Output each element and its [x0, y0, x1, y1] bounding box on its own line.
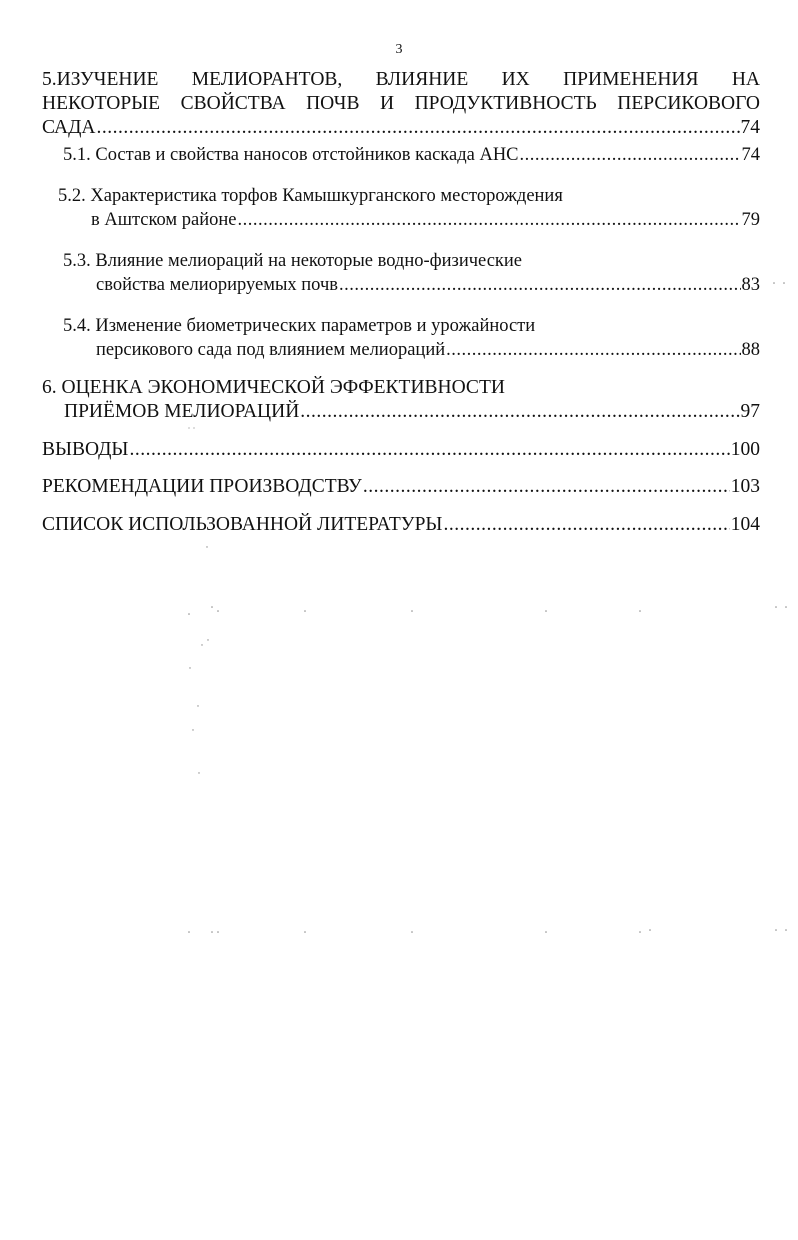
dot-leader [300, 400, 739, 424]
toc-entry-title-line-1: 5.4. Изменение биометрических параметров и урожайности [63, 316, 536, 336]
toc-entry-title: РЕКОМЕНДАЦИИ ПРОИЗВОДСТВУ [42, 476, 362, 497]
toc-page-number: 74 [741, 145, 760, 165]
toc-entry-title: СПИСОК ИСПОЛЬЗОВАННОЙ ЛИТЕРАТУРЫ [42, 514, 443, 535]
toc-entry-title: ВЫВОДЫ [42, 439, 129, 460]
dot-leader [520, 143, 741, 167]
page-number: 3 [395, 42, 403, 57]
toc-entry-title-line-2: ПРИЁМОВ МЕЛИОРАЦИЙ [64, 401, 300, 422]
toc-page-number: 83 [741, 275, 760, 295]
toc-entry-chapter-6[interactable] [42, 376, 760, 424]
toc-entry-title: 5.1. Состав и свойства наносов отстойников каскада АНС [63, 145, 519, 165]
toc-entry-title-line-1: 5.2. Характеристика торфов Камышкурганского месторождения [58, 186, 563, 206]
dot-leader [339, 273, 741, 297]
dot-leader [363, 475, 730, 499]
toc-entry-references[interactable] [42, 513, 760, 537]
dot-leader [129, 438, 729, 462]
toc-entry-title-line-2: НЕКОТОРЫЕ СВОЙСТВА ПОЧВ И ПРОДУКТИВНОСТЬ ПЕРСИКОВОГО [42, 93, 760, 114]
toc-entry-title-line-2: в Аштском районе [91, 210, 237, 230]
dot-leader [443, 513, 729, 537]
toc-page-number: 100 [730, 439, 760, 460]
dot-leader [97, 116, 740, 140]
toc-entry-section-5-2[interactable] [42, 184, 760, 232]
toc-entry-section-5-1[interactable] [42, 143, 760, 167]
toc-page-number: 103 [730, 476, 760, 497]
table-of-contents [42, 68, 760, 537]
toc-entry-conclusions[interactable] [42, 438, 760, 462]
toc-entry-section-5-4[interactable] [42, 314, 760, 362]
toc-page-number: 79 [741, 210, 760, 230]
toc-page-number: 104 [730, 514, 760, 535]
toc-entry-title-line-3: САДА [42, 117, 96, 138]
toc-entry-recommendations[interactable] [42, 475, 760, 499]
toc-entry-section-5-3[interactable] [42, 249, 760, 297]
toc-entry-title-line-1: 6. ОЦЕНКА ЭКОНОМИЧЕСКОЙ ЭФФЕКТИВНОСТИ [42, 377, 505, 398]
toc-page-number: 88 [741, 340, 760, 360]
toc-entry-title-line-1: 5.3. Влияние мелиораций на некоторые водно-физические [63, 251, 523, 271]
toc-page-number: 74 [740, 117, 760, 138]
dot-leader [446, 338, 740, 362]
toc-entry-title-line-2: персикового сада под влиянием мелиораций [96, 340, 446, 360]
toc-entry-title-line-1: 5.ИЗУЧЕНИЕ МЕЛИОРАНТОВ, ВЛИЯНИЕ ИХ ПРИМЕНЕНИЯ НА [42, 69, 760, 90]
toc-entry-chapter-5[interactable] [42, 68, 760, 140]
dot-leader [238, 208, 741, 232]
toc-entry-title-line-2: свойства мелиорируемых почв [96, 275, 338, 295]
toc-page-number: 97 [740, 401, 760, 422]
